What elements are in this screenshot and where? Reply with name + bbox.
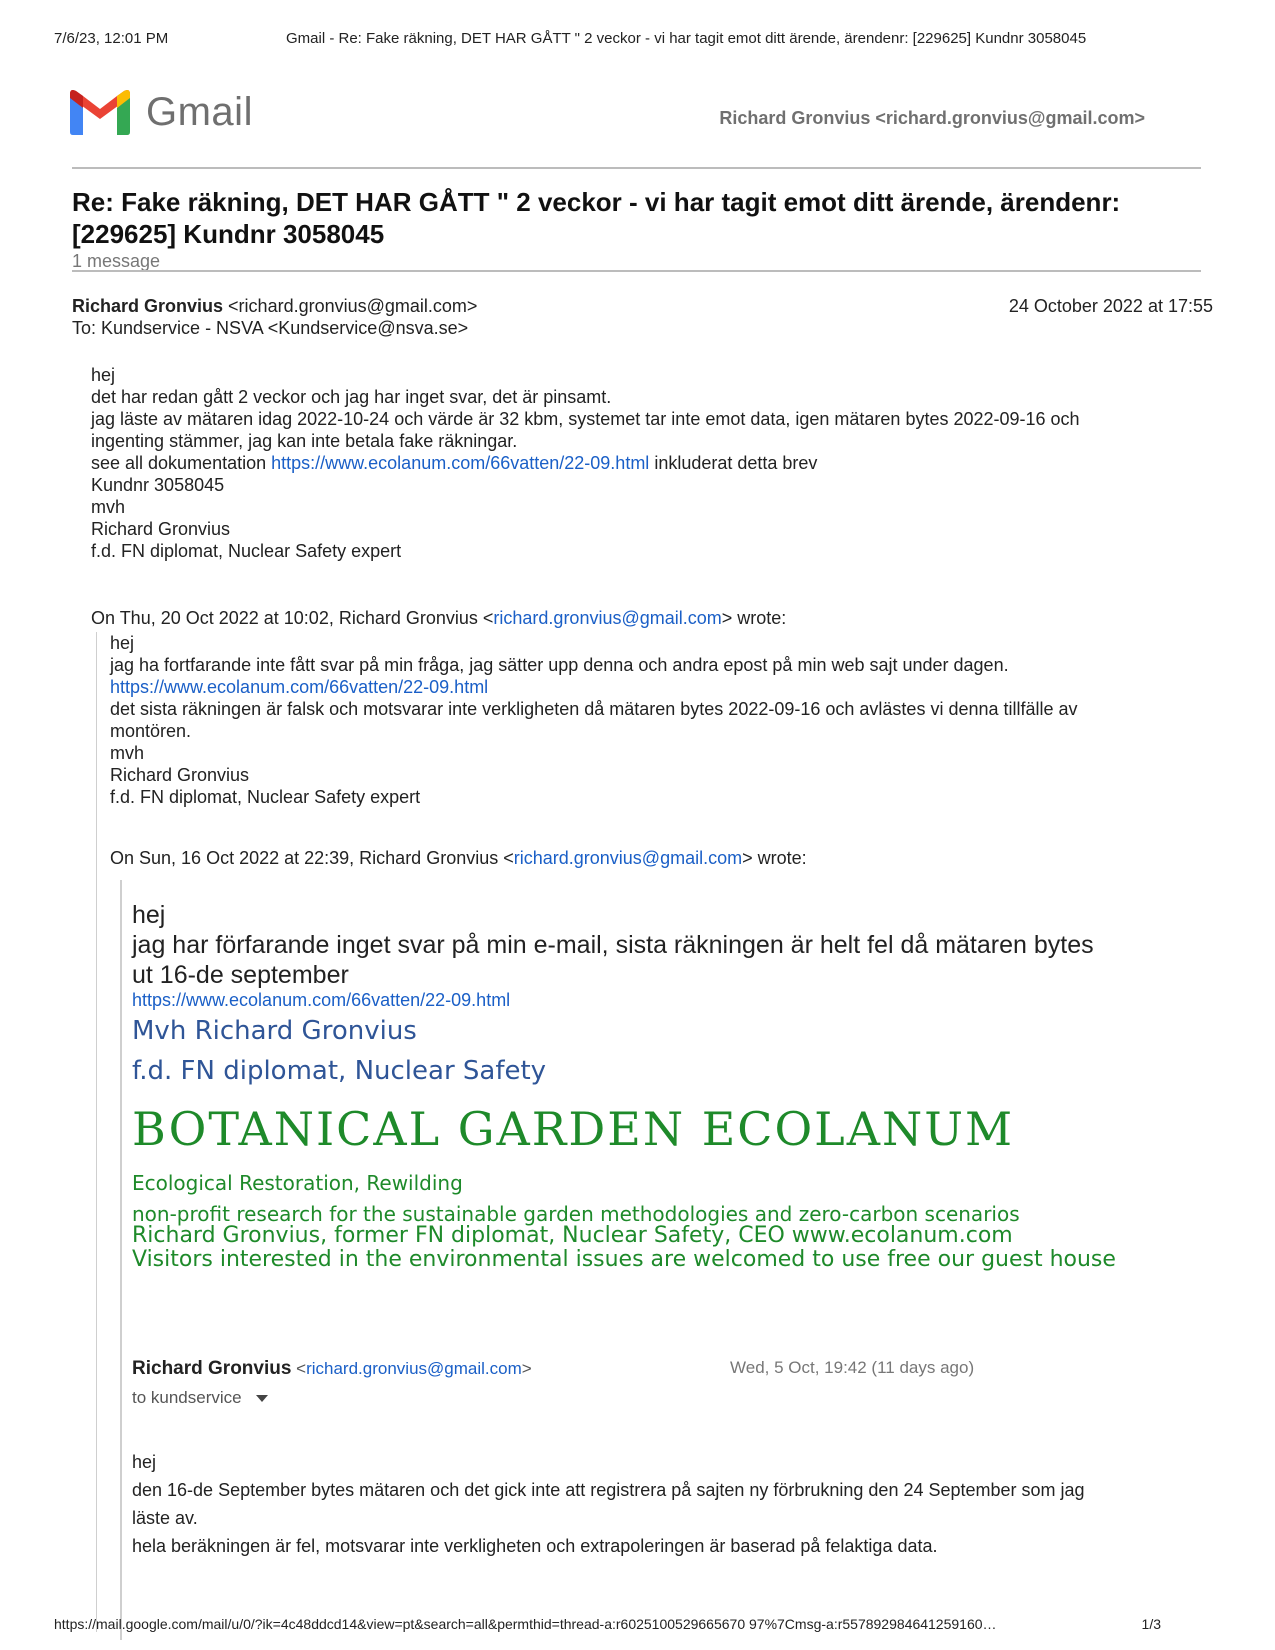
inner-line: den 16-de September bytes mätaren och det gick inte att registrera på sajten ny förbrukning den 24 September som jag (132, 1480, 1085, 1500)
message-body (91, 364, 1216, 562)
message-date: 24 October 2022 at 17:55 (1008, 296, 1213, 316)
inner-recipient[interactable] (132, 1388, 268, 1408)
quoted-message (96, 632, 1217, 1632)
quote-attribution (110, 848, 807, 869)
sender-name: Richard Gronvius (72, 296, 224, 316)
signature-line: non-profit research for the sustainable garden methodologies and zero-carbon scenarios (132, 1202, 1020, 1226)
signature-line: Ecological Restoration, Rewilding (132, 1171, 463, 1195)
sender-email-link[interactable]: richard.gronvius@gmail.com (513, 848, 743, 868)
inner-date: Wed, 5 Oct, 19:42 (11 days ago) (730, 1358, 975, 1377)
body-line: Richard Gronvius (91, 519, 231, 539)
body-line: ingenting stämmer, jag kan inte betala fake räkningar. (91, 431, 518, 451)
quote-line: ut 16-de september (132, 961, 349, 989)
print-url: https://mail.google.com/mail/u/0/?ik=4c48ddcd14&view=pt&search=all&permthid=thread-a:r6025100529665670 97%7Cmsg-a:r557892984641259160… (54, 1616, 997, 1632)
gmail-wordmark: Gmail (146, 90, 253, 134)
signature-title: f.d. FN diplomat, Nuclear Safety (132, 1056, 547, 1086)
quoted-body (110, 632, 1210, 808)
quote-line: Richard Gronvius (110, 765, 250, 785)
divider (72, 167, 1201, 169)
sender-email-link[interactable]: richard.gronvius@gmail.com (493, 608, 722, 628)
account-identity: Richard Gronvius <richard.gronvius@gmail.com> (719, 108, 1145, 128)
message-count: 1 message (72, 251, 161, 271)
inner-sender (132, 1358, 532, 1380)
sender-name: Richard Gronvius (132, 1358, 292, 1379)
body-line (91, 452, 1216, 474)
quoted-body-large (132, 900, 1202, 990)
print-datetime: 7/6/23, 12:01 PM (54, 30, 169, 47)
inner-line: hej (132, 1452, 157, 1472)
sender-email-bracket: < (291, 1359, 307, 1378)
signature-line: Richard Gronvius, former FN diplomat, Nuclear Safety, CEO www.ecolanum.com (132, 1223, 1013, 1248)
quote-line: hej (110, 633, 135, 653)
body-text: see all dokumentation (91, 453, 272, 473)
quote-line: montören. (110, 721, 192, 741)
body-line: hej (91, 365, 116, 385)
signature-name: Mvh Richard Gronvius (132, 1016, 417, 1046)
documentation-link[interactable]: https://www.ecolanum.com/66vatten/22-09.html (132, 990, 511, 1010)
gmail-logo-icon (70, 90, 130, 135)
inner-line: hela beräkningen är fel, motsvarar inte verkligheten och extrapoleringen är baserad på felaktiga data. (132, 1536, 938, 1556)
attribution-text: > wrote: (721, 608, 787, 628)
body-line: det har redan gått 2 veckor och jag har inget svar, det är pinsamt. (91, 387, 612, 407)
body-line: Kundnr 3058045 (91, 475, 225, 495)
quote-line: f.d. FN diplomat, Nuclear Safety expert (110, 787, 421, 807)
divider (72, 270, 1201, 272)
quote-attribution (91, 608, 786, 629)
body-line: jag läste av mätaren idag 2022-10-24 och värde är 32 kbm, systemet tar inte emot data, igen mätaren bytes 2022-09-16 och (91, 409, 1080, 429)
signature-line: Visitors interested in the environmental issues are welcomed to use free our guest house (132, 1247, 1116, 1272)
attribution-text: On Thu, 20 Oct 2022 at 10:02, Richard Gronvius < (91, 608, 494, 628)
gmail-brand (70, 90, 253, 135)
documentation-link[interactable]: https://www.ecolanum.com/66vatten/22-09.html (271, 453, 650, 473)
inner-line: läste av. (132, 1508, 198, 1528)
attribution-text: > wrote: (742, 848, 807, 868)
recipient-label: to kundservice (132, 1388, 242, 1407)
quote-line: hej (132, 901, 166, 929)
body-line: f.d. FN diplomat, Nuclear Safety expert (91, 541, 402, 561)
quoted-message-nested (120, 880, 1212, 1640)
sender-email: <richard.gronvius@gmail.com> (228, 296, 478, 316)
message-sender (72, 296, 477, 317)
page-number: 1/3 (1141, 1616, 1161, 1632)
signature-garden-name: BOTANICAL GARDEN ECOLANUM (132, 1102, 1015, 1156)
print-document-title: Gmail - Re: Fake räkning, DET HAR GÅTT " 2 veckor - vi har tagit emot ditt ärende, ärendenr: [229625] Kundnr 3058045 (286, 30, 1087, 47)
quote-line: jag ha fortfarande inte fått svar på min fråga, jag sätter upp denna och andra epost på min web sajt under dagen. (110, 655, 1009, 675)
sender-email-link[interactable]: richard.gronvius@gmail.com (306, 1359, 522, 1378)
message-recipient: To: Kundservice - NSVA <Kundservice@nsva.se> (72, 318, 469, 338)
attribution-text: On Sun, 16 Oct 2022 at 22:39, Richard Gronvius < (110, 848, 514, 868)
quote-line: det sista räkningen är falsk och motsvarar inte verkligheten då mätaren bytes 2022-09-16 och avlästes vi denna tillfälle av (110, 699, 1078, 719)
thread-subject: Re: Fake räkning, DET HAR GÅTT " 2 veckor - vi har tagit emot ditt ärende, ärendenr: [229625] Kundnr 3058045 (72, 187, 1121, 249)
chevron-down-icon[interactable] (256, 1395, 268, 1402)
quote-line: mvh (110, 743, 145, 763)
sender-email-bracket: > (521, 1359, 532, 1378)
body-line: mvh (91, 497, 126, 517)
inner-body (132, 1448, 1132, 1560)
documentation-link[interactable]: https://www.ecolanum.com/66vatten/22-09.html (110, 677, 489, 697)
quote-line: jag har förfarande inget svar på min e-mail, sista räkningen är helt fel då mätaren bytes (132, 931, 1094, 959)
body-text: inkluderat detta brev (649, 453, 818, 473)
